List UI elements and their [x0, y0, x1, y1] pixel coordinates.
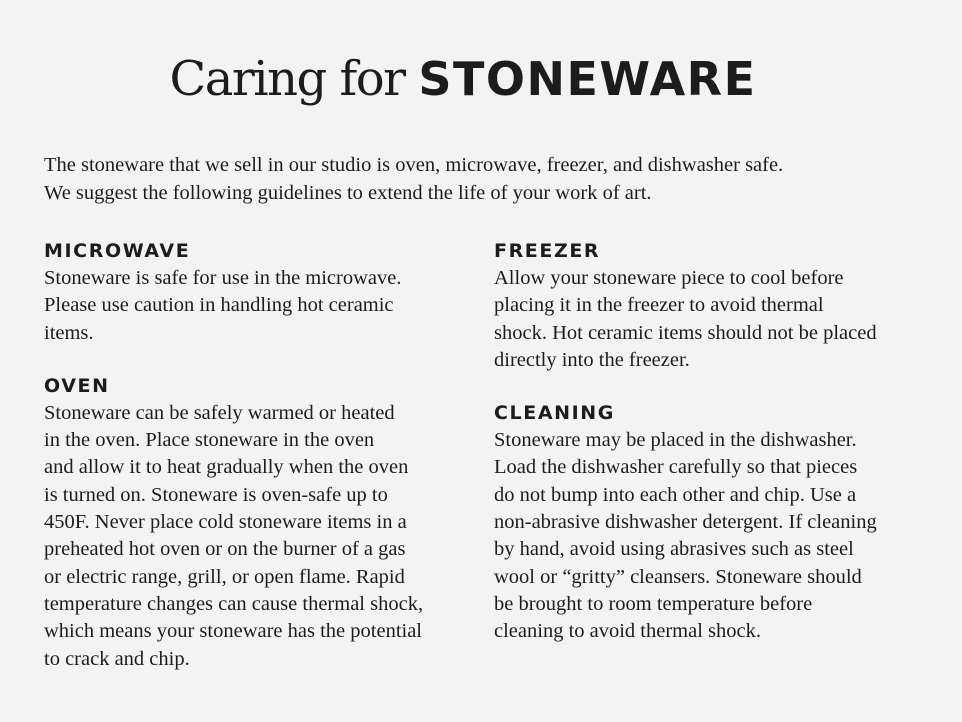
- body-line: to crack and chip.: [44, 647, 190, 670]
- body-line: preheated hot oven or on the burner of a gas: [44, 538, 406, 561]
- title-prefix: Caring for: [169, 51, 419, 107]
- section-heading-oven: OVEN: [44, 374, 110, 397]
- intro-paragraph: [44, 151, 924, 207]
- section-microwave: [44, 238, 474, 347]
- section-body-cleaning: [494, 427, 934, 645]
- body-line: non-abrasive dishwasher detergent. If cleaning: [494, 511, 877, 534]
- body-line: Stoneware is safe for use in the microwave.: [44, 267, 402, 289]
- intro-line: The stoneware that we sell in our studio is oven, microwave, freezer, and dishwasher safe.: [44, 154, 784, 176]
- body-line: by hand, avoid using abrasives such as steel: [494, 538, 854, 561]
- body-line: cleaning to avoid thermal shock.: [494, 620, 761, 643]
- right-column: [494, 238, 934, 646]
- left-column: [44, 238, 474, 673]
- section-body-oven: [44, 400, 474, 673]
- section-freezer: [494, 238, 934, 374]
- section-cleaning: [494, 400, 934, 645]
- body-line: placing it in the freezer to avoid thermal: [494, 294, 824, 317]
- body-line: Stoneware may be placed in the dishwasher.: [494, 429, 857, 452]
- body-line: and allow it to heat gradually when the oven: [44, 456, 409, 479]
- body-line: which means your stoneware has the potential: [44, 620, 422, 643]
- body-line: Stoneware can be safely warmed or heated: [44, 401, 395, 424]
- section-body-microwave: [44, 265, 474, 347]
- body-line: directly into the freezer.: [494, 348, 690, 371]
- page-title: [0, 46, 926, 117]
- body-line: 450F. Never place cold stoneware items in a: [44, 511, 407, 534]
- body-line: is turned on. Stoneware is oven-safe up to: [44, 483, 388, 506]
- section-heading-cleaning: CLEANING: [494, 402, 616, 425]
- section-heading-freezer: FREEZER: [494, 240, 601, 262]
- body-line: temperature changes can cause thermal shock,: [44, 592, 424, 615]
- section-body-freezer: [494, 265, 934, 374]
- body-line: wool or “gritty” cleansers. Stoneware should: [494, 565, 862, 588]
- body-line: items.: [44, 321, 94, 344]
- body-line: do not bump into each other and chip. Use a: [494, 483, 857, 506]
- section-oven: [44, 373, 474, 673]
- body-line: Load the dishwasher carefully so that pieces: [494, 456, 858, 479]
- section-heading-microwave: MICROWAVE: [44, 240, 191, 262]
- title-emphasis: STONEWARE: [418, 52, 757, 106]
- body-line: shock. Hot ceramic items should not be placed: [494, 321, 877, 344]
- body-line: in the oven. Place stoneware in the oven: [44, 429, 375, 452]
- intro-line: We suggest the following guidelines to extend the life of your work of art.: [44, 182, 652, 204]
- body-line: or electric range, grill, or open flame. Rapid: [44, 565, 405, 588]
- body-line: be brought to room temperature before: [494, 592, 813, 615]
- body-line: Please use caution in handling hot ceramic: [44, 294, 394, 317]
- body-line: Allow your stoneware piece to cool before: [494, 267, 844, 289]
